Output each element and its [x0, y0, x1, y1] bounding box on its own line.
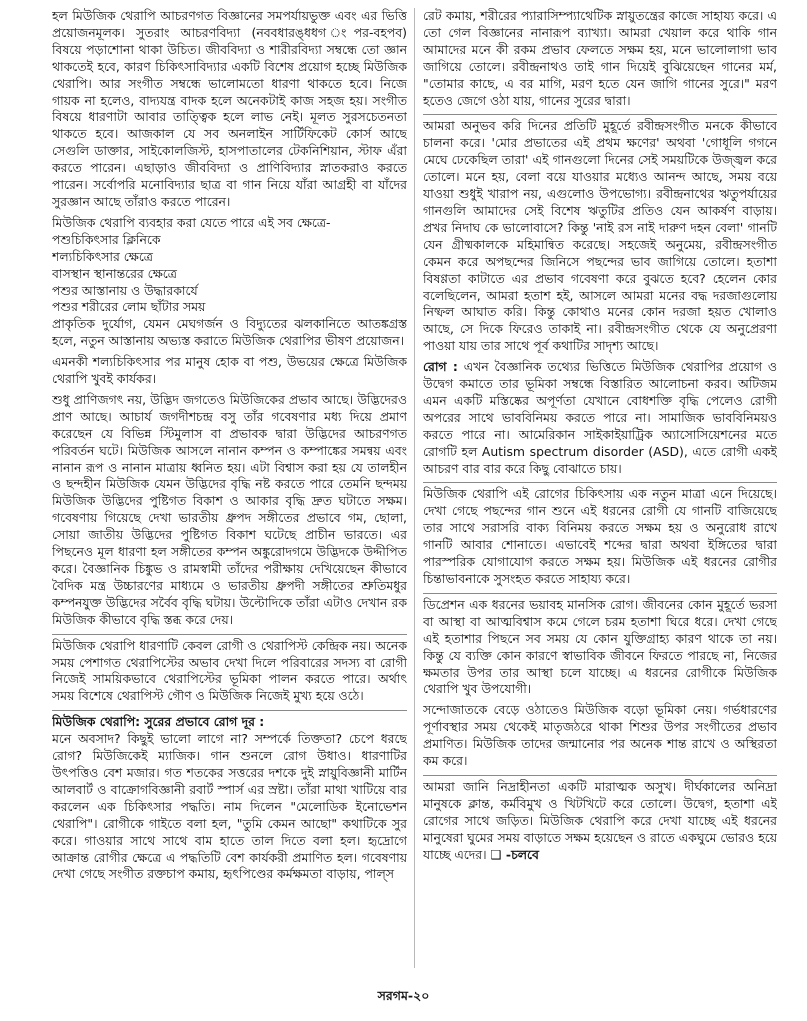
boxed-paragraph: মিউজিক থেরাপি ধারণাটি কেবল রোগী ও থেরাপিস্ট কেন্দ্রিক নয়। অনেক সময় পেশাগত থেরাপিস্টের অভাব দেখা দিলে পরিবারের সদস্য বা রোগী নিজেই সাময়িকভাবে থেরাপিস্টের ভূমিকা পালন করতে পারে। অর্থাৎ সময় বিশেষে থেরাপিস্ট গৌণ ও মিউজিক নিজেই মুখ্য হয়ে ওঠে।	[52, 637, 407, 704]
list-item: বাসস্থান স্থানান্তরের ক্ষেত্রে	[52, 265, 177, 281]
paragraph: এমনকী শল্যচিকিৎসার পর মানুষ হোক বা পশু, উভয়ের ক্ষেত্রে মিউজিক থেরাপি খুবই কার্যকর।	[52, 354, 407, 387]
rog-paragraph	[423, 359, 777, 477]
paragraph-with-end-mark	[423, 779, 777, 864]
list-item: শল্যচিকিৎসার ক্ষেত্রে	[52, 248, 153, 264]
paragraph: আমরা অনুভব করি দিনের প্রতিটি মুহূর্তে রবীন্দ্রসংগীত মনকে কীভাবে চালনা করে। 'মোর প্রভাতের এই প্রথম ক্ষণের' অথবা 'গোধূলি গগনে মেঘে ঢেকেছিল তারা' এই গানগুলো দিনের সেই সময়টিকে উজ্জ্বল করে তোলে। মনে হয়, বেলা বয়ে যাওয়ার মধ্যেও আনন্দ আছে, সময় বয়ে যাওয়া শুধুই খারাপ নয়, এগুলোও উপভোগ্য। রবীন্দ্রনাথের ঋতুপর্যায়ের গানগুলি আমাদের সেই বিশেষ ঋতুটির প্রতিও যেন আকর্ষণ বাড়ায়। প্রখর নিদাঘ কে ভালোবাসে? কিন্তু 'নাই রস নাই দারুণ দহন বেলা' গানটি যেন গ্রীষ্মকালকে মহিমান্বিত করেছে। সহজেই অনুমেয়, রবীন্দ্রসংগীত কেমন করে অপছন্দের জিনিসে পছন্দের ভাব জাগিয়ে তোলে। হতাশা বিষণ্ণতা কাটাতে এর প্রভাব গবেষণা করে বুঝতে হবে? হেলেন কোর বলেছিলেন, আমরা হতাশ হই, আসলে আমরা মনের বদ্ধ দরজাগুলোয় নিষ্ফল আঘাত করি। কিন্তু কোথাও মনের কোন দরজা হয়ত খোলাও আছে, সে দিকে ফিরেও তাকাই না। রবীন্দ্রসংগীত থেকে যে অনুপ্রেরণা পাওয়া যায় তার সাথে পূর্ব কথাটির সাদৃশ্য আছে।	[423, 118, 777, 354]
list-item: পশুর আস্তানায় ও উদ্ধারকার্যে	[52, 282, 198, 298]
column-divider	[414, 8, 415, 968]
list-intro: মিউজিক থেরাপি ব্যবহার করা যেতে পারে এই সব ক্ষেত্রে-	[52, 214, 331, 230]
right-column	[423, 8, 777, 976]
continued-mark: ❑ -চলবে	[490, 846, 539, 862]
paragraph: মনে অবসাদ? কিছুই ভালো লাগে না? সম্পর্কে তিক্ততা? চেপে ধরছে রোগ? মিউজিকেই ম্যাজিক। গান শুনলে রোগ উধাও। ধারণাটির উৎপত্তিও বেশ মজার। গত শতকের সত্তরের দশকে দুই স্নায়ুবিজ্ঞানী মার্টিন আলবার্ট ও বাক্রোগবিজ্ঞানী রবার্ট স্পার্স এর স্রষ্টা। তাঁরা মাথা খাটিয়ে বার করলেন এক চিকিৎসার পদ্ধতি। নাম দিলেন "মেলোডিক ইনোভেশন থেরাপি"। রোগীকে গাইতে বলা হল, "তুমি কেমন আছো" কথাটিকে সুর করে। গাওয়ার সাথে সাথে বাম হাতে তাল দিতে বলা হল। হৃদ্রোগে আক্রান্ত রোগীর ক্ষেত্রে এ পদ্ধতিটি বেশ কার্যকরী প্রমাণিত হল। গবেষণায় দেখা গেছে সংগীত রক্তচাপ কমায়, হৃৎপিণ্ডের কর্মক্ষমতা বাড়ায়, পাল্স	[52, 731, 407, 882]
section-heading: মিউজিক থেরাপি: সুরের প্রভাবে রোগ দূর :	[52, 714, 265, 730]
paragraph: রেট কমায়, শরীরের প্যারাসিম্প্যাথেটিক স্নায়ুতন্ত্রের কাজে সাহায্য করে। এ তো গেল বিজ্ঞানের নানারূপ ব্যাখ্যা। আমরা খেয়াল করে থাকি গান আমাদের মনে কী রকম প্রভাব ফেলতে সক্ষম হয়, মনে ভালোলাগা ভাব জাগিয়ে তোলে। রবীন্দ্রনাথও তাই গান দিয়েই বুঝিয়েছেন গানের মর্ম, "তোমার কাছে, এ বর মাগি, মরণ হতে যেন জাগি গানের সুরে।" মরণ হতেও জেগে ওঠা যায়, গানের সুরের দ্বারা।	[423, 8, 777, 108]
page-footer: সরগম-২০	[377, 988, 430, 1003]
list-item: পশুচিকিৎসার ক্লিনিকে	[52, 231, 161, 247]
left-column	[52, 8, 407, 976]
boxed-note	[423, 482, 777, 587]
boxed-note	[423, 114, 777, 355]
boxed-note	[423, 775, 777, 864]
paragraph-text: এখন বৈজ্ঞানিক তথ্যের ভিত্তিতে মিউজিক থেরাপির প্রয়োগ ও উদ্বেগ কমাতে তার ভূমিকা সম্বন্ধে বিস্তারিত আলোচনা করব। অটিজম এমন একটি মস্তিষ্কের অপূর্ণতা যেখানে বোধশক্তি বৃদ্ধি পেলেও রোগী অপরের সাথে ভাববিনিময় করতে পারে না। সামাজিক ভাববিনিময়ও করতে পারে না। আমেরিকান সাইকাইয়াট্রিক অ্যাসোসিয়েশনের মতে রোগটি হল Autism spectrum disorder (ASD), এতে রোগী একই আচরণ বার বার করে কিছু বোঝাতে চায়।	[423, 359, 777, 476]
subsection	[52, 710, 407, 883]
paragraph-text: আমরা জানি নিদ্রাহীনতা একটি মারাত্মক অসুখ। দীর্ঘকালের অনিদ্রা মানুষকে ক্লান্ত, কর্মবিমুখ ও খিটখিটে করে তোলে। উদ্বেগ, হতাশা এই রোগের সাথে জড়িত। মিউজিক থেরাপি করে দেখা যাচ্ছে এই ধরনের মানুষেরা ঘুমের সময় বাড়াতে সক্ষম হয়েছেন ও রাতে একঘুমে ভোরও হয়ে যাচ্ছে এদের।	[423, 778, 777, 862]
paragraph: সন্দোজাতকে বেড়ে ওঠাতেও মিউজিক বড়ো ভূমিকা নেয়। গর্ভধারণের পূর্ণাবস্থার সময় থেকেই মাতৃজঠরে থাকা শিশুর উপর সংগীতের প্রভাব প্রমাণিত। মিউজিক তাদের জন্মানোর পর অনেক শান্ত রাখে ও অস্থিরতা কম করে।	[423, 702, 777, 769]
paragraph: ডিপ্রেশন এক ধরনের ভয়াবহ মানসিক রোগ। জীবনের কোন মুহূর্তে ভরসা বা আস্থা বা আত্মবিশ্বাস কমে গেলে চরম হতাশা ঘিরে ধরে। দেখা গেছে এই হতাশার পিছনে সব সময় যে কোন যুক্তিগ্রাহ্য কারণ থাকে তা নয়। কিন্তু যে ব্যক্তি কোন কারণে স্বাভাবিক জীবনে ফিরতে পারছে না, নিজের ক্ষমতার উপর তার আস্থা চলে যাচ্ছে। এ ধরনের রোগীকে মিউজিক থেরাপি খুব উপযোগী।	[423, 596, 777, 697]
boxed-note	[52, 634, 407, 706]
paragraph: প্রাকৃতিক দুর্যোগ, যেমন মেঘগর্জন ও বিদ্যুতের ঝলকানিতে আতঙ্কগ্রস্ত হলে, নতুন আস্তানায় অভ্যস্ত করাতে মিউজিক থেরাপির ভীষণ প্রয়োজন।	[52, 316, 407, 349]
paragraph: হল মিউজিক থেরাপি আচরণগত বিজ্ঞানের সমপর্যায়ভুক্ত এবং এর ভিত্তি প্রয়োজনমূলক। সুতরাং আচরণবিদ্যা (নববধারঙ্ধধগ ংপর-বহপব) বিষয়ে পড়াশোনা থাকা উচিত। জীববিদ্যা ও শারীরবিদ্যা সম্বন্ধে তো জ্ঞান থাকতেই হবে, কারণ চিকিৎসাবিদ্যার একটি বিশেষ প্রয়োগ হচ্ছে মিউজিক থেরাপি। আর সংগীত সম্বন্ধে ভালোমতো ধারণা থাকতে হবে। নিজে গায়ক না হলেও, বাদ্যযন্ত্র বাদক হলে অনেকটাই কাজ সহজ হয়। সংগীত বিষয়ে ধারণাটা আবার তাত্ত্বিক হলে লাভ নেই। মূলত সুরসচেতনতা থাকতে হবে। আজকাল যে সব অনলাইন সার্টিফিকেট কোর্স আছে সেগুলি ডাক্তার, সাইকোলজিস্ট, হাসপাতালের টেকনিশিয়ান, স্টাফ এঁরা করতে পারেন। এছাড়াও জীববিদ্যা ও প্রাণিবিদ্যার স্নাতকরাও করতে পারেন। সর্বোপরি মনোবিদ্যার ছাত্র বা গান নিয়ে যাঁরা আগ্রহী বা যাঁদের সুরজ্ঞান আছে তাঁরাও করতে পারেন।	[52, 8, 407, 209]
boxed-paragraph: মিউজিক থেরাপি এই রোগের চিকিৎসায় এক নতুন মাত্রা এনে দিয়েছে। দেখা গেছে পছন্দের গান শুনে এই ধরনের রোগী যে গানটি বাজিয়েছে তার সাথে সরাসরি বাক্য বিনিময় করতে সক্ষম হয় ও অনুরোধ রাখে গানটি আবার শোনাতে। এভাবেই শব্দের দ্বারা অথবা ইঙ্গিতের দ্বারা পারস্পরিক যোগাযোগ করতে সক্ষম হয়। মিউজিক এই ধরনের রোগীর চিন্তাভাবনাকে সুসংহত করতে সাহায্য করে।	[423, 486, 777, 586]
run-in-heading: রোগ :	[423, 359, 458, 375]
list-item: পশুর শরীরের লোম ছাঁটার সময়	[52, 299, 206, 315]
boxed-note	[423, 593, 777, 698]
paragraph: শুধু প্রাণিজগৎ নয়, উদ্ভিদ জগতেও মিউজিকের প্রভাব আছে। উদ্ভিদেরও প্রাণ আছে। আচার্য জগদীশচন্দ্র বসু তাঁর গবেষণার মধ্য দিয়ে প্রমাণ করেছেন যে বিভিন্ন স্টিমুলাস বা প্রভাবক দ্বারা উদ্ভিদের আচরণগত পরিবর্তন ঘটে। মিউজিক আসলে নানান কম্পন ও কম্পাঙ্কের সমন্বয় এবং নানান রূপ ও নানান মাত্রায় ধ্বনিত হয়। এটা বিশ্বাস করা হয় যে তালহীন ও ছন্দহীন মিউজিক যেমন উদ্ভিদের বৃদ্ধি নষ্ট করতে পারে তেমনি ছন্দময় মিউজিক উদ্ভিদের পুষ্টিগত বিকাশ ও আকার বৃদ্ধি দ্রুত ঘটাতে সক্ষম। গবেষণায় গিয়েছে দেখা ভারতীয় ধ্রুপদ সঙ্গীতের প্রভাবে গম, ছোলা, সোয়া জাতীয় উদ্ভিদের পুষ্টিগত বিকাশ ঘটেছে প্রাচীন ভারতে। এর পিছনেও মূল ধারণা হল সঙ্গীতের কম্পন অঙ্কুরোদগমে উদ্ভিদকে উদ্দীপিত করে। বৈজ্ঞানিক চিঙ্কুভ ও রামস্বামী তাঁদের পরীক্ষায় দেখিয়েছেন কীভাবে বৈদিক মন্ত্র উচ্চারণের মাধ্যমে ও ভারতীয় ধ্রুপদী সঙ্গীতের শ্রুতিমধুর কম্পনযুক্ত উদ্ভিদের সর্বৈব বৃদ্ধি ঘটায়। উল্টোদিকে তাঁরা এটাও দেখান রক মিউজিক কীভাবে বৃদ্ধি স্তব্ধ করে দেয়।	[52, 391, 407, 627]
